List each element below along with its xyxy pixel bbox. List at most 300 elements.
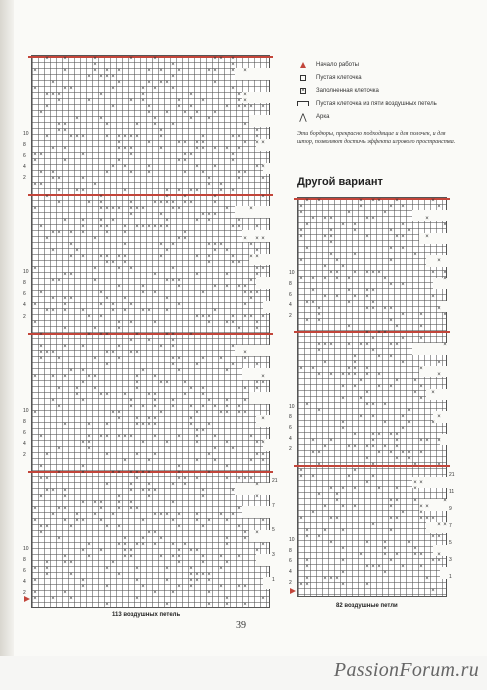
filled-cell: × <box>237 134 241 140</box>
filled-cell: × <box>51 248 55 254</box>
filled-cell: × <box>39 110 43 116</box>
filled-cell: × <box>401 282 405 288</box>
row-label: 5 <box>449 539 452 546</box>
filled-cell: × <box>123 458 127 464</box>
filled-cell: × <box>329 234 333 240</box>
filled-cell: × <box>63 494 67 500</box>
filled-cell: × <box>389 246 393 252</box>
page-number: 39 <box>236 620 246 631</box>
filled-cell: × <box>329 342 333 348</box>
filled-cell: × <box>365 390 369 396</box>
filled-cell: × <box>99 500 103 506</box>
filled-cell: × <box>437 306 441 312</box>
filled-cell: × <box>347 342 351 348</box>
filled-cell: × <box>39 434 43 440</box>
filled-cell: × <box>177 68 181 74</box>
filled-cell: × <box>87 422 91 428</box>
filled-cell: × <box>99 254 103 260</box>
filled-cell: × <box>353 384 357 390</box>
filled-cell: × <box>353 360 357 366</box>
filled-cell: × <box>39 290 43 296</box>
filled-cell: × <box>195 272 199 278</box>
filled-cell: × <box>383 306 387 312</box>
filled-cell: × <box>183 230 187 236</box>
filled-cell: × <box>123 536 127 542</box>
filled-cell: × <box>317 342 321 348</box>
filled-cell: × <box>189 152 193 158</box>
filled-cell: × <box>413 378 417 384</box>
filled-cell: × <box>159 344 163 350</box>
filled-cell: × <box>255 380 259 386</box>
filled-cell: × <box>335 294 339 300</box>
filled-cell: × <box>171 362 175 368</box>
filled-cell: × <box>219 242 223 248</box>
filled-cell: × <box>87 314 91 320</box>
filled-cell: × <box>305 582 309 588</box>
filled-cell: × <box>365 342 369 348</box>
filled-cell: × <box>165 512 169 518</box>
filled-cell: × <box>231 260 235 266</box>
filled-cell: × <box>177 560 181 566</box>
filled-cell: × <box>443 276 447 282</box>
filled-cell: × <box>225 272 229 278</box>
row-label: 4 <box>289 569 292 575</box>
filled-cell: × <box>353 486 357 492</box>
filled-cell: × <box>237 524 241 530</box>
watermark: PassionForum.ru <box>333 659 479 681</box>
filled-cell: × <box>63 590 67 596</box>
filled-cell: × <box>237 224 241 230</box>
filled-cell: × <box>135 332 139 338</box>
filled-cell: × <box>431 516 435 522</box>
filled-cell: × <box>243 410 247 416</box>
filled-cell: × <box>111 410 115 416</box>
filled-cell: × <box>165 218 169 224</box>
filled-cell: × <box>207 254 211 260</box>
filled-cell: × <box>63 56 67 62</box>
filled-cell: × <box>225 560 229 566</box>
filled-cell: × <box>237 104 241 110</box>
filled-cell: × <box>195 110 199 116</box>
legend-item <box>296 58 466 71</box>
filled-cell: × <box>93 512 97 518</box>
arch-icon: ⋀ <box>299 111 307 122</box>
filled-cell: × <box>75 386 79 392</box>
filled-cell: × <box>299 210 303 216</box>
filled-cell: × <box>371 444 375 450</box>
filled-cell: × <box>431 534 435 540</box>
row-label: 10 <box>23 407 29 414</box>
filled-cell: × <box>243 170 247 176</box>
left-chart-caption: 113 воздушных петель <box>112 612 181 618</box>
filled-cell: × <box>57 98 61 104</box>
filled-cell: × <box>419 366 423 372</box>
filled-cell: × <box>171 278 175 284</box>
filled-cell: × <box>105 206 109 212</box>
filled-cell: × <box>123 254 127 260</box>
filled-cell: × <box>159 146 163 152</box>
filled-cell: × <box>51 176 55 182</box>
filled-cell: × <box>39 530 43 536</box>
start-triangle-icon <box>290 588 296 594</box>
filled-cell: × <box>231 152 235 158</box>
filled-cell: × <box>117 320 121 326</box>
filled-cell: × <box>395 444 399 450</box>
filled-cell: × <box>395 438 399 444</box>
filled-cell: × <box>389 204 393 210</box>
filled-cell: × <box>177 236 181 242</box>
filled-cell: × <box>75 248 79 254</box>
filled-cell: × <box>45 236 49 242</box>
filled-cell: × <box>159 68 163 74</box>
filled-cell: × <box>123 164 127 170</box>
filled-cell: × <box>81 176 85 182</box>
stair-cutout <box>235 68 270 80</box>
filled-cell: × <box>341 384 345 390</box>
filled-cell: × <box>255 320 259 326</box>
filled-cell: × <box>147 488 151 494</box>
filled-cell: × <box>249 434 253 440</box>
filled-cell: × <box>207 602 211 608</box>
filled-cell: × <box>207 470 211 476</box>
filled-cell: × <box>419 438 423 444</box>
filled-cell: × <box>243 350 247 356</box>
filled-cell: × <box>395 432 399 438</box>
filled-cell: × <box>195 440 199 446</box>
filled-cell: × <box>63 506 67 512</box>
filled-cell: × <box>33 182 37 188</box>
filled-cell: × <box>129 200 133 206</box>
empty-cell-icon <box>296 74 310 82</box>
filled-cell: × <box>213 446 217 452</box>
filled-cell: × <box>81 578 85 584</box>
filled-cell: × <box>129 302 133 308</box>
filled-cell: × <box>159 254 163 260</box>
filled-cell: × <box>141 518 145 524</box>
filled-cell: × <box>261 416 265 422</box>
filled-cell: × <box>93 62 97 68</box>
filled-cell: × <box>255 272 259 278</box>
filled-cell: × <box>341 486 345 492</box>
legend-label: Заполненная клеточка <box>316 87 379 94</box>
filled-cell: × <box>431 270 435 276</box>
filled-cell: × <box>141 584 145 590</box>
filled-cell: × <box>159 242 163 248</box>
filled-cell: × <box>317 534 321 540</box>
filled-cell: × <box>105 224 109 230</box>
filled-cell: × <box>201 98 205 104</box>
filled-cell: × <box>189 332 193 338</box>
filled-cell: × <box>383 402 387 408</box>
filled-cell: × <box>171 86 175 92</box>
filled-cell: × <box>117 434 121 440</box>
filled-cell: × <box>243 284 247 290</box>
filled-cell: × <box>165 602 169 608</box>
filled-cell: × <box>231 488 235 494</box>
filled-cell: × <box>341 372 345 378</box>
filled-cell: × <box>207 320 211 326</box>
filled-cell: × <box>377 270 381 276</box>
filled-cell: × <box>147 422 151 428</box>
filled-cell: × <box>261 452 265 458</box>
filled-cell: × <box>87 74 91 80</box>
filled-cell: × <box>261 194 265 200</box>
filled-cell: × <box>413 480 417 486</box>
filled-cell: × <box>159 380 163 386</box>
filled-cell: × <box>33 158 37 164</box>
filled-cell: × <box>207 398 211 404</box>
filled-cell: × <box>63 344 67 350</box>
filled-cell: × <box>33 506 37 512</box>
filled-cell: × <box>389 504 393 510</box>
filled-cell: × <box>99 314 103 320</box>
filled-cell: × <box>117 158 121 164</box>
filled-cell: × <box>225 410 229 416</box>
filled-cell: × <box>335 498 339 504</box>
filled-cell: × <box>383 540 387 546</box>
filled-cell: × <box>111 308 115 314</box>
filled-cell: × <box>117 266 121 272</box>
filled-cell: × <box>317 348 321 354</box>
filled-cell: × <box>207 116 211 122</box>
filled-cell: × <box>159 212 163 218</box>
filled-cell: × <box>437 552 441 558</box>
filled-cell: × <box>129 56 133 62</box>
filled-cell: × <box>353 228 357 234</box>
filled-cell: × <box>425 234 429 240</box>
filled-cell: × <box>105 134 109 140</box>
filled-cell: × <box>105 524 109 530</box>
filled-cell: × <box>377 564 381 570</box>
filled-cell: × <box>207 182 211 188</box>
filled-cell: × <box>323 504 327 510</box>
filled-cell: × <box>129 98 133 104</box>
filled-cell: × <box>299 228 303 234</box>
filled-cell: × <box>341 396 345 402</box>
filled-cell: × <box>419 516 423 522</box>
filled-cell: × <box>347 210 351 216</box>
filled-cell: × <box>159 224 163 230</box>
filled-cell: × <box>255 452 259 458</box>
filled-cell: × <box>87 332 91 338</box>
filled-cell: × <box>443 342 447 348</box>
filled-cell: × <box>105 566 109 572</box>
filled-cell: × <box>69 230 73 236</box>
filled-cell: × <box>371 300 375 306</box>
filled-cell: × <box>243 356 247 362</box>
filled-cell: × <box>237 404 241 410</box>
filled-cell: × <box>407 456 411 462</box>
filled-cell: × <box>335 516 339 522</box>
filled-cell: × <box>383 552 387 558</box>
filled-cell: × <box>255 362 259 368</box>
filled-cell: × <box>225 518 229 524</box>
filled-cell: × <box>129 488 133 494</box>
filled-cell: × <box>201 428 205 434</box>
filled-cell: × <box>225 440 229 446</box>
filled-cell: × <box>147 482 151 488</box>
row-label: 10 <box>289 537 295 543</box>
filled-cell: × <box>255 326 259 332</box>
filled-cell: × <box>93 236 97 242</box>
filled-cell: × <box>153 56 157 62</box>
filled-cell: × <box>153 404 157 410</box>
filled-cell: × <box>123 224 127 230</box>
filled-cell: × <box>45 524 49 530</box>
filled-cell: × <box>189 116 193 122</box>
filled-cell: × <box>237 410 241 416</box>
filled-cell: × <box>407 420 411 426</box>
filled-cell: × <box>201 488 205 494</box>
filled-cell: × <box>407 408 411 414</box>
filled-cell: × <box>249 206 253 212</box>
filled-cell: × <box>105 68 109 74</box>
filled-cell: × <box>437 372 441 378</box>
filled-cell: × <box>147 494 151 500</box>
filled-cell: × <box>189 200 193 206</box>
filled-cell: × <box>117 254 121 260</box>
filled-cell: × <box>437 204 441 210</box>
filled-cell: × <box>311 438 315 444</box>
filled-cell: × <box>177 284 181 290</box>
filled-cell: × <box>171 404 175 410</box>
filled-cell: × <box>195 254 199 260</box>
filled-cell: × <box>243 536 247 542</box>
filled-cell: × <box>389 258 393 264</box>
filled-cell: × <box>377 432 381 438</box>
filled-cell: × <box>153 422 157 428</box>
filled-cell: × <box>323 264 327 270</box>
filled-cell: × <box>359 414 363 420</box>
filled-cell: × <box>129 398 133 404</box>
filled-cell: × <box>201 404 205 410</box>
filled-cell: × <box>57 404 61 410</box>
filled-cell: × <box>195 140 199 146</box>
filled-cell: × <box>177 476 181 482</box>
filled-cell: × <box>87 374 91 380</box>
filled-cell: × <box>165 110 169 116</box>
filled-cell: × <box>105 74 109 80</box>
filled-cell: × <box>57 122 61 128</box>
filled-cell: × <box>213 248 217 254</box>
filled-cell: × <box>153 224 157 230</box>
filled-cell: × <box>63 488 67 494</box>
filled-cell: × <box>153 434 157 440</box>
filled-cell: × <box>255 224 259 230</box>
filled-cell: × <box>117 68 121 74</box>
filled-cell: × <box>135 416 139 422</box>
filled-cell: × <box>105 332 109 338</box>
filled-cell: × <box>195 146 199 152</box>
filled-cell: × <box>341 420 345 426</box>
filled-cell: × <box>219 554 223 560</box>
filled-cell: × <box>129 434 133 440</box>
filled-cell: × <box>33 410 37 416</box>
filled-cell: × <box>299 474 303 480</box>
filled-cell: × <box>329 270 333 276</box>
filled-cell: × <box>371 336 375 342</box>
filled-cell: × <box>111 164 115 170</box>
filled-cell: × <box>183 236 187 242</box>
filled-cell: × <box>201 554 205 560</box>
filled-cell: × <box>365 582 369 588</box>
filled-cell: × <box>255 236 259 242</box>
filled-cell: × <box>371 414 375 420</box>
filled-cell: × <box>305 528 309 534</box>
filled-cell: × <box>99 290 103 296</box>
filled-cell: × <box>135 224 139 230</box>
filled-cell: × <box>299 234 303 240</box>
row-label: 2 <box>23 451 26 458</box>
filled-cell: × <box>135 452 139 458</box>
filled-cell: × <box>69 296 73 302</box>
filled-cell: × <box>225 284 229 290</box>
filled-cell: × <box>261 176 265 182</box>
filled-cell: × <box>33 302 37 308</box>
filled-cell: × <box>389 282 393 288</box>
filled-cell: × <box>353 468 357 474</box>
filled-cell: × <box>171 356 175 362</box>
filled-cell: × <box>159 80 163 86</box>
filled-cell: × <box>39 350 43 356</box>
stair-cutout <box>256 277 270 289</box>
filled-cell: × <box>311 288 315 294</box>
filled-cell: × <box>147 140 151 146</box>
filled-cell: × <box>63 146 67 152</box>
filled-cell: × <box>81 470 85 476</box>
filled-cell: × <box>123 392 127 398</box>
filled-cell: × <box>33 596 37 602</box>
filled-cell: × <box>347 276 351 282</box>
filled-cell: × <box>359 342 363 348</box>
filled-cell: × <box>243 92 247 98</box>
filled-cell: × <box>207 578 211 584</box>
filled-cell: × <box>195 428 199 434</box>
filled-cell: × <box>39 152 43 158</box>
filled-cell: × <box>377 354 381 360</box>
filled-cell: × <box>117 506 121 512</box>
filled-cell: × <box>189 578 193 584</box>
filled-cell: × <box>135 350 139 356</box>
filled-cell: × <box>117 344 121 350</box>
filled-cell: × <box>123 260 127 266</box>
filled-cell: × <box>117 494 121 500</box>
filled-cell: × <box>93 266 97 272</box>
row-label: 10 <box>289 403 295 410</box>
filled-cell: × <box>147 308 151 314</box>
filled-cell: × <box>135 566 139 572</box>
filled-cell: × <box>129 320 133 326</box>
filled-cell: × <box>51 80 55 86</box>
filled-cell: × <box>231 224 235 230</box>
filled-cell: × <box>69 134 73 140</box>
filled-cell: × <box>69 242 73 248</box>
row-label: 10 <box>289 270 295 277</box>
filled-cell: × <box>105 602 109 608</box>
filled-cell: × <box>105 482 109 488</box>
filled-cell: × <box>159 134 163 140</box>
filled-cell: × <box>443 222 447 228</box>
filled-cell: × <box>431 558 435 564</box>
legend-label: Арка <box>316 113 330 120</box>
filled-cell: × <box>195 314 199 320</box>
filled-cell: × <box>57 386 61 392</box>
filled-cell: × <box>93 56 97 62</box>
filled-cell: × <box>249 290 253 296</box>
filled-cell: × <box>255 164 259 170</box>
filled-cell: × <box>177 356 181 362</box>
filled-cell: × <box>237 176 241 182</box>
